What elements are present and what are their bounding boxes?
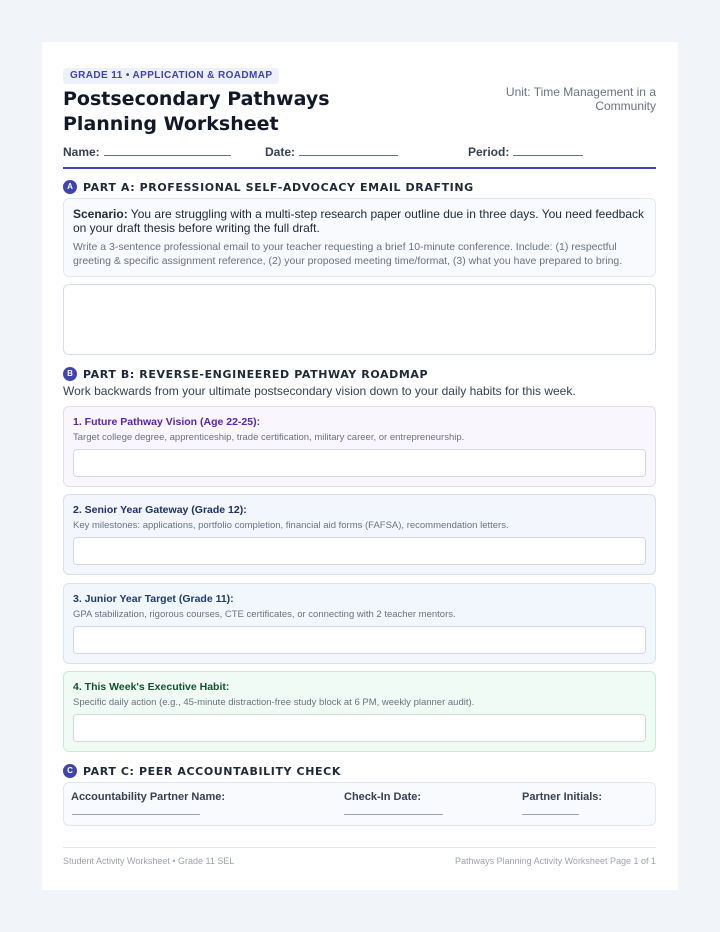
- step-title: 1. Future Pathway Vision (Age 22-25):: [73, 416, 261, 428]
- footer-right: Pathways Planning Activity Worksheet Page 1 of 1: [455, 856, 656, 866]
- part-b-badge: B: [63, 367, 77, 381]
- part-c-heading: [63, 764, 341, 778]
- scenario-box: [63, 198, 656, 277]
- roadmap-step-junior: [63, 583, 656, 664]
- footer-divider: [63, 847, 656, 848]
- part-c-badge: C: [63, 764, 77, 778]
- step-title: 3. Junior Year Target (Grade 11):: [73, 593, 234, 605]
- partner-name-label: Accountability Partner Name:: [71, 791, 226, 803]
- scenario-body: You are struggling with a multi-step research paper outline due in three days. You need feedback on your draft thesis before writing the full draft.: [73, 207, 645, 235]
- page-title: Postsecondary Pathways Planning Worksheet: [63, 88, 330, 135]
- weekly-habit-input[interactable]: [73, 714, 646, 742]
- step-desc: Key milestones: applications, portfolio completion, financial aid forms (FAFSA), recommendation letters.: [73, 520, 509, 531]
- step-desc: Specific daily action (e.g., 45-minute distraction-free study block at 6 PM, weekly planner audit).: [73, 697, 475, 708]
- accountability-box: [63, 782, 656, 826]
- step-desc: GPA stabilization, rigorous courses, CTE certificates, or connecting with 2 teacher mentors.: [73, 609, 456, 620]
- period-line[interactable]: [513, 146, 583, 156]
- checkin-date-label: Check-In Date:: [344, 791, 422, 803]
- part-b-intro: Work backwards from your ultimate postsecondary vision down to your daily habits for this week.: [63, 384, 576, 398]
- footer-left: Student Activity Worksheet • Grade 11 SEL: [63, 856, 235, 866]
- step-title: 2. Senior Year Gateway (Grade 12):: [73, 504, 247, 516]
- header-divider: [63, 167, 656, 169]
- step-title: 4. This Week's Executive Habit:: [73, 681, 230, 693]
- date-line[interactable]: [299, 146, 398, 156]
- senior-year-input[interactable]: [73, 537, 646, 565]
- name-label: Name:: [63, 145, 100, 159]
- worksheet-page: [42, 42, 678, 890]
- name-line[interactable]: [104, 146, 231, 156]
- partner-initials-line[interactable]: [522, 814, 579, 815]
- partner-initials-label: Partner Initials:: [522, 791, 603, 803]
- roadmap-step-habit: [63, 671, 656, 752]
- scenario-text: [73, 207, 646, 235]
- period-field[interactable]: [468, 145, 583, 159]
- partner-name-line[interactable]: [72, 814, 200, 815]
- vision-input[interactable]: [73, 449, 646, 477]
- part-b-title: PART B: REVERSE-ENGINEERED PATHWAY ROADMAP: [83, 367, 429, 381]
- part-a-badge: A: [63, 180, 77, 194]
- part-a-heading: [63, 180, 474, 194]
- junior-year-input[interactable]: [73, 626, 646, 654]
- part-a-title: PART A: PROFESSIONAL SELF-ADVOCACY EMAIL DRAFTING: [83, 180, 474, 194]
- part-b-heading: [63, 367, 428, 381]
- part-c-title: PART C: PEER ACCOUNTABILITY CHECK: [83, 764, 341, 778]
- date-field[interactable]: [265, 145, 398, 159]
- grade-tag: GRADE 11 • APPLICATION & ROADMAP: [63, 68, 279, 84]
- email-instructions: Write a 3-sentence professional email to your teacher requesting a brief 10-minute conference. Include: (1) respectful greeting & specific assignment reference, (2) your proposed meeting time/format, (3) what you have prepared to bring.: [73, 241, 623, 267]
- scenario-label: Scenario:: [73, 207, 128, 221]
- roadmap-step-senior: [63, 494, 656, 575]
- unit-label: Unit: Time Management in a Community: [505, 85, 656, 113]
- date-label: Date:: [265, 145, 296, 159]
- roadmap-step-vision: [63, 406, 656, 487]
- checkin-date-line[interactable]: [344, 814, 443, 815]
- email-answer-box[interactable]: [63, 284, 656, 355]
- period-label: Period:: [468, 145, 510, 159]
- step-desc: Target college degree, apprenticeship, trade certification, military career, or entrepreneurship.: [73, 432, 465, 443]
- name-field[interactable]: [63, 145, 231, 159]
